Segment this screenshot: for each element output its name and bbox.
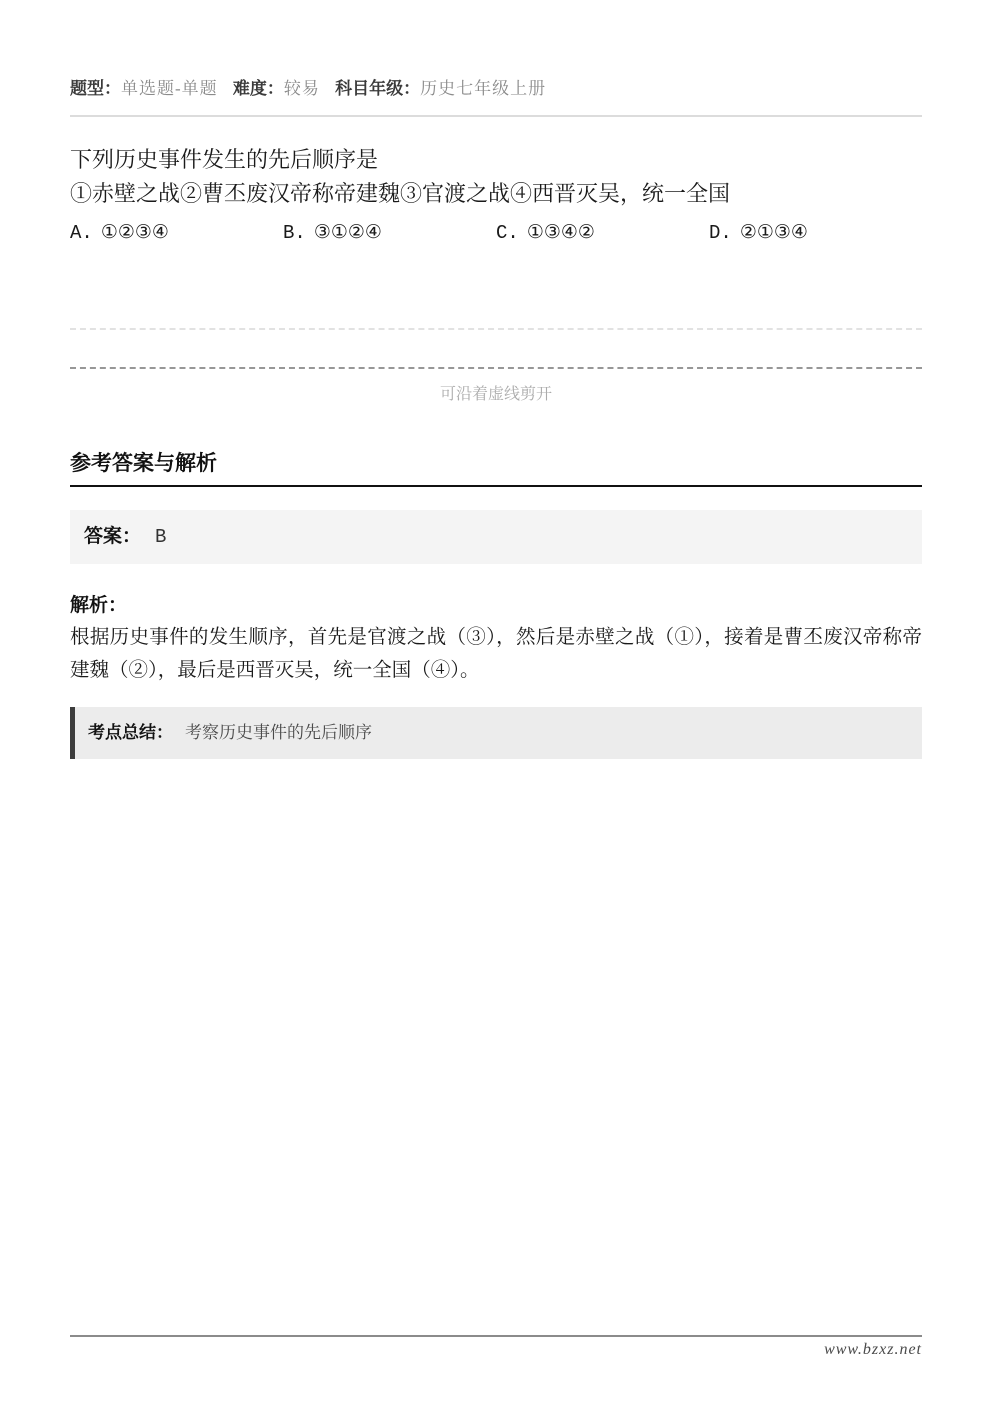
meta-subject-grade-label: 科目年级： <box>335 79 421 98</box>
cut-dashed-line-dark <box>70 367 922 369</box>
cut-dashed-line-light <box>70 328 922 330</box>
meta-difficulty <box>233 79 320 98</box>
meta-divider-line <box>70 115 922 117</box>
meta-question-type-label: 题型： <box>70 79 121 98</box>
cut-caption: 可沿着虚线剪开 <box>439 386 552 403</box>
keypoint-value: 考察历史事件的先后顺序 <box>185 723 372 742</box>
option-a-label: A. <box>70 222 93 244</box>
option-b-text: ③①②④ <box>313 222 382 243</box>
meta-question-type <box>70 79 218 98</box>
analysis-text: 根据历史事件的发生顺序，首先是官渡之战（③），然后是赤壁之战（①），接着是曹丕废汉帝称帝建魏（②），最后是西晋灭吴，统一全国（④）。 <box>70 627 922 681</box>
question-meta <box>70 0 922 100</box>
answer-label: 答案： <box>84 526 142 547</box>
meta-subject-grade <box>335 79 546 98</box>
option-a-text: ①②③④ <box>100 222 169 243</box>
option-b[interactable] <box>283 220 496 246</box>
option-c-label: C. <box>496 222 519 244</box>
keypoint-summary-box <box>70 707 922 759</box>
option-d-text: ②①③④ <box>739 222 808 243</box>
option-c[interactable] <box>496 220 709 246</box>
question-block <box>70 143 922 246</box>
page-footer <box>70 1335 922 1359</box>
options-row <box>70 220 922 246</box>
analysis-label: 解析： <box>70 595 128 616</box>
meta-difficulty-label: 难度： <box>232 79 284 98</box>
answer-box <box>70 510 922 564</box>
meta-question-type-value: 单选题-单题 <box>121 79 218 98</box>
option-a[interactable] <box>70 220 283 246</box>
option-c-text: ①③④② <box>526 222 595 243</box>
meta-difficulty-value: 较易 <box>283 79 320 98</box>
option-b-label: B. <box>283 222 306 244</box>
meta-subject-grade-value: 历史七年级上册 <box>420 79 547 98</box>
footer-website-link[interactable]: www.bzxz.net <box>824 1341 922 1358</box>
question-stem-line2: ①赤壁之战②曹丕废汉帝称帝建魏③官渡之战④西晋灭吴，统一全国 <box>70 181 731 206</box>
question-stem-line1: 下列历史事件发生的先后顺序是 <box>70 147 379 172</box>
keypoint-label: 考点总结： <box>88 723 173 742</box>
option-d[interactable] <box>709 220 922 246</box>
option-d-label: D. <box>709 222 732 244</box>
answer-section-heading: 参考答案与解析 <box>70 451 922 487</box>
answer-value: B <box>155 526 167 548</box>
